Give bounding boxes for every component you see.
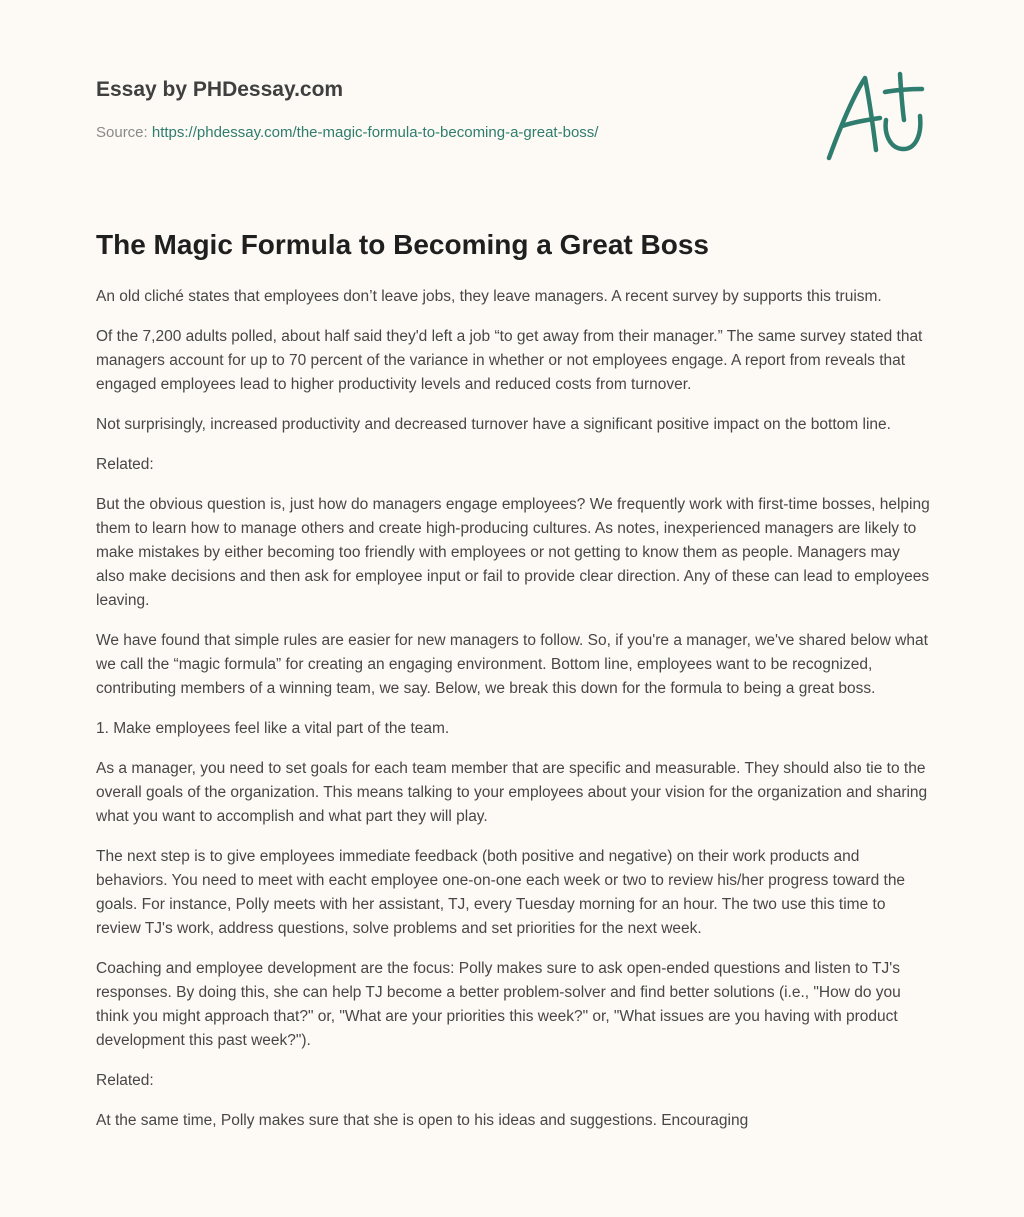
paragraph: The next step is to give employees immediate feedback (both positive and negative) on their work products and behaviors. You need to meet with eacht employee one-on-one each week or two to review his/her progress toward the goals. For instance, Polly meets with her assistant, TJ, every Tuesday morning for an hour. The two use this time to review TJ's work, address questions, solve problems and set priorities for the next week.: [96, 848, 906, 937]
paragraph: But the obvious question is, just how do managers engage employees? We frequently work with first-time bosses, helping them to learn how to manage others and create high-producing cultures. As notes, inexperienced managers are likely to make mistakes by either becoming too friendly with employees or not getting to know them as people. Managers may also make decisions and then ask for employee input or fail to provide clear direction. Any of these can lead to employees leaving.: [96, 496, 930, 609]
paragraph: At the same time, Polly makes sure that she is open to his ideas and suggestions. Encouraging: [96, 1112, 749, 1129]
paragraph: An old cliché states that employees don’t leave jobs, they leave managers. A recent survey by supports this truism.: [96, 288, 882, 305]
a-plus-grade-icon: [822, 68, 928, 164]
source-line: [96, 122, 796, 144]
source-label: Source:: [96, 124, 152, 141]
related-label: Related:: [96, 456, 154, 473]
essay-title: The Magic Formula to Becoming a Great Boss: [96, 229, 710, 260]
paragraph: Not surprisingly, increased productivity and decreased turnover have a significant positive impact on the bottom line.: [96, 416, 891, 433]
paragraph: We have found that simple rules are easier for new managers to follow. So, if you're a manager, we've shared below what we call the “magic formula” for creating an engaging environment. Bottom line, employees want to be recognized, contributing members of a winning team, we say. Below, we break this down for the formula to being a great boss.: [96, 632, 928, 697]
section-heading: 1. Make employees feel like a vital part of the team.: [96, 720, 450, 737]
page-header: [96, 74, 796, 144]
essay-body: [96, 285, 930, 1149]
source-link[interactable]: https://phdessay.com/the-magic-formula-to-becoming-a-great-boss/: [151, 124, 599, 141]
site-title: Essay by PHDessay.com: [96, 78, 344, 101]
paragraph: Of the 7,200 adults polled, about half said they'd left a job “to get away from their manager.” The same survey stated that managers account for up to 70 percent of the variance in whether or not employees engage. A report from reveals that engaged employees lead to higher productivity levels and reduced costs from turnover.: [96, 328, 923, 393]
related-label: Related:: [96, 1072, 154, 1089]
paragraph: As a manager, you need to set goals for each team member that are specific and measurable. They should also tie to the overall goals of the organization. This means talking to your employees about your vision for the organization and sharing what you want to accomplish and what part they will play.: [96, 760, 928, 825]
paragraph: Coaching and employee development are the focus: Polly makes sure to ask open-ended questions and listen to TJ's responses. By doing this, she can help TJ become a better problem-solver and find better solutions (i.e., "How do you think you might approach that?" or, "What are your priorities this week?" or, "What issues are you having with product development this past week?").: [96, 960, 901, 1049]
